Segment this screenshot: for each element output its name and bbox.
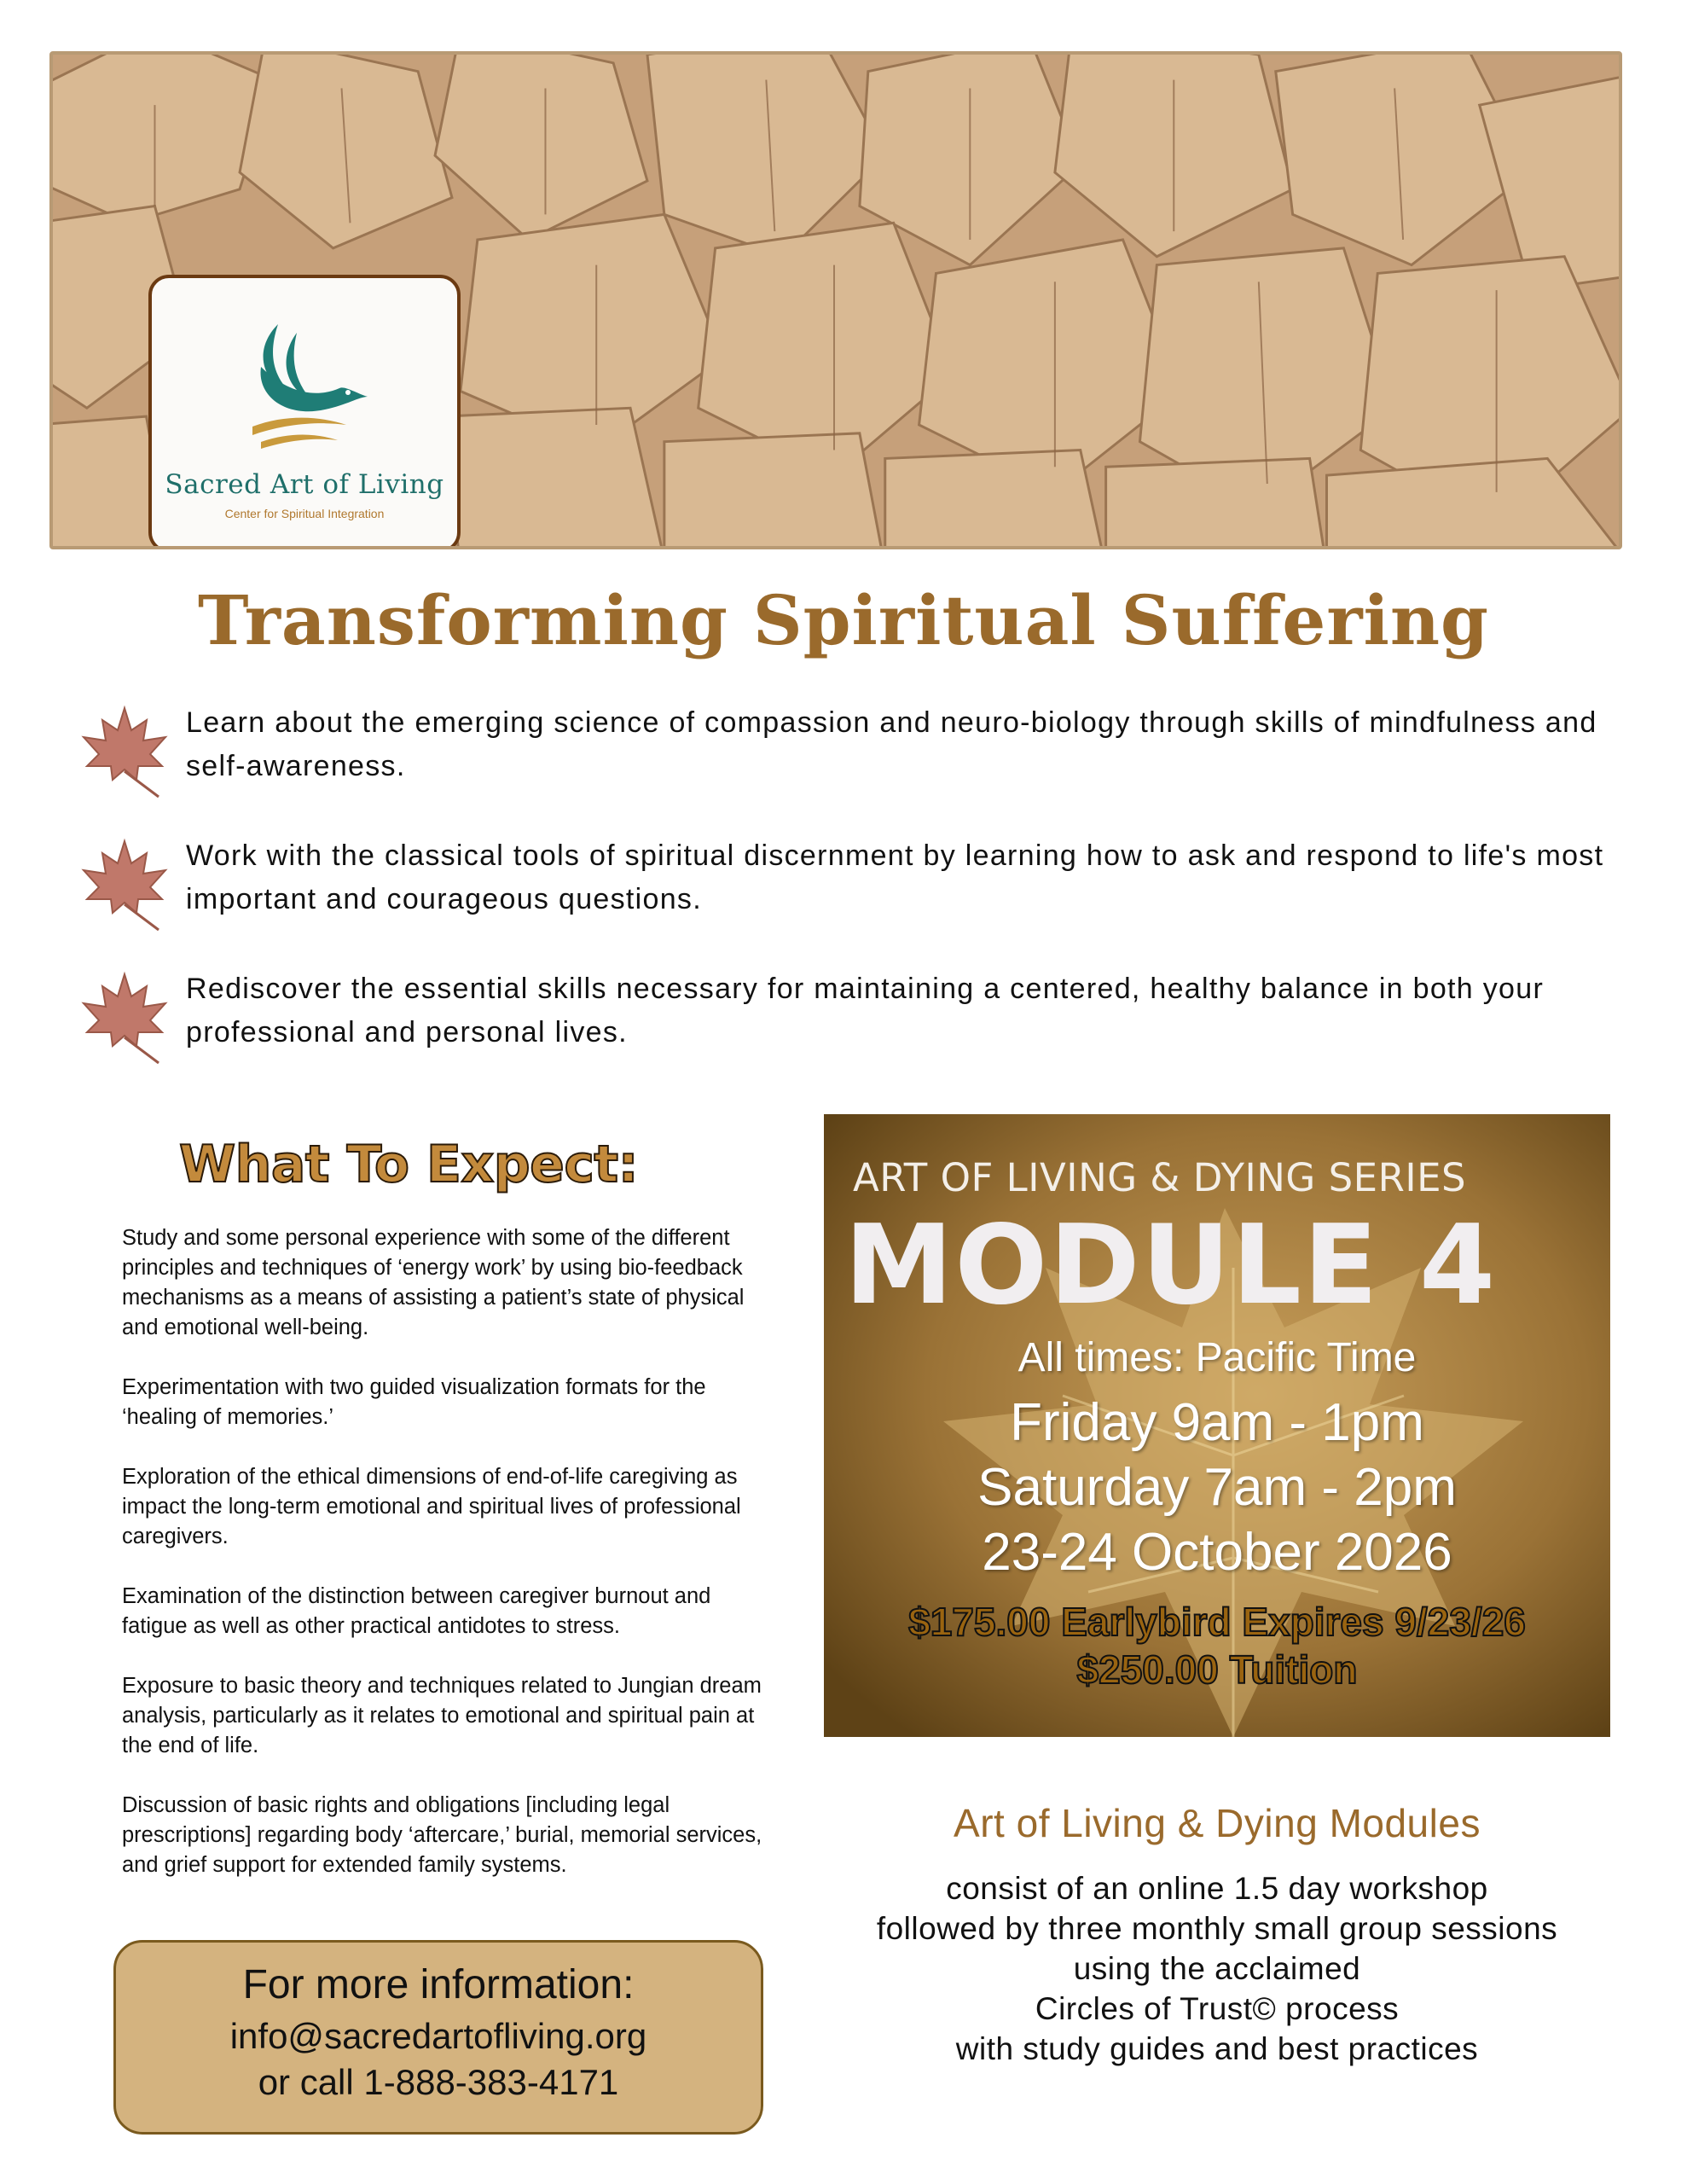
event-dates: 23-24 October 2026 [982, 1523, 1452, 1582]
expect-item: Discussion of basic rights and obligations [including legal prescriptions] regarding body ‘aftercare,’ burial, memorial services, and grief support for extended family systems. [122, 1793, 762, 1877]
expect-item: Examination of the distinction between caregiver burnout and fatigue as well as other practical antidotes to stress. [122, 1584, 711, 1638]
what-to-expect-heading: What To Expect: [179, 1135, 639, 1194]
earlybird-price: $175.00 Earlybird Expires 9/23/26 [908, 1600, 1526, 1644]
timezone-note: All times: Pacific Time [1017, 1335, 1417, 1380]
logo-name: Sacred Art of Living [165, 469, 444, 500]
maple-leaf-icon [77, 701, 172, 802]
expect-item: Study and some personal experience with some of the different principles and techniques of ‘energy work’ by using bio-feedback mechanisms as a means of assisting a patient’s state of physical and emotional well-being. [122, 1226, 745, 1339]
logo-card [148, 275, 461, 549]
logo-tagline: Center for Spiritual Integration [224, 507, 385, 520]
contact-email-link[interactable]: info@sacredartofliving.org [229, 2016, 647, 2056]
modules-line: Circles of Trust© process [1035, 1991, 1400, 2026]
bullet-text: Rediscover the essential skills necessary for maintaining a centered, healthy balance in both your professional and personal lives. [186, 973, 1545, 1048]
tuition-price: $250.00 Tuition [1076, 1647, 1358, 1692]
dove-logo-icon [244, 316, 372, 454]
modules-line: followed by three monthly small group sessions [876, 1911, 1558, 1946]
modules-line: consist of an online 1.5 day workshop [946, 1871, 1488, 1906]
module-title: MODULE 4 [844, 1202, 1497, 1329]
header-banner [49, 51, 1622, 549]
modules-heading: Art of Living & Dying Modules [954, 1801, 1481, 1845]
contact-heading: For more information: [242, 1962, 635, 2007]
expect-item: Experimentation with two guided visualization formats for the ‘healing of memories.’ [122, 1375, 706, 1429]
friday-schedule: Friday 9am - 1pm [1010, 1393, 1424, 1452]
maple-leaf-icon [77, 967, 172, 1068]
modules-description [824, 1868, 1610, 2069]
expect-item: Exploration of the ethical dimensions of end-of-life caregiving as impact the long-term emotional and spiritual lives of professional caregivers. [122, 1465, 741, 1548]
expect-list [122, 1223, 770, 1910]
saturday-schedule: Saturday 7am - 2pm [977, 1458, 1457, 1517]
bullet-text: Learn about the emerging science of compassion and neuro-biology through skills of mindfulness and self-awareness. [186, 706, 1597, 782]
modules-line: using the acclaimed [1073, 1951, 1361, 1986]
modules-line: with study guides and best practices [955, 2031, 1479, 2066]
contact-phone: or call 1-888-383-4171 [258, 2062, 619, 2102]
bullet-item [77, 834, 1612, 945]
maple-leaf-icon [77, 834, 172, 935]
bullet-text: Work with the classical tools of spiritual discernment by learning how to ask and respond to life's most important and courageous questions. [186, 839, 1604, 915]
module-panel [824, 1114, 1610, 1737]
series-title: ART OF LIVING & DYING SERIES [853, 1155, 1467, 1200]
page-title: Transforming Spiritual Suffering [198, 580, 1489, 660]
bullet-item [77, 701, 1612, 812]
contact-info-box [113, 1940, 763, 2135]
bullet-item [77, 967, 1612, 1078]
expect-item: Exposure to basic theory and techniques related to Jungian dream analysis, particularly as it relates to emotional and spiritual pain at the end of life. [122, 1674, 762, 1757]
